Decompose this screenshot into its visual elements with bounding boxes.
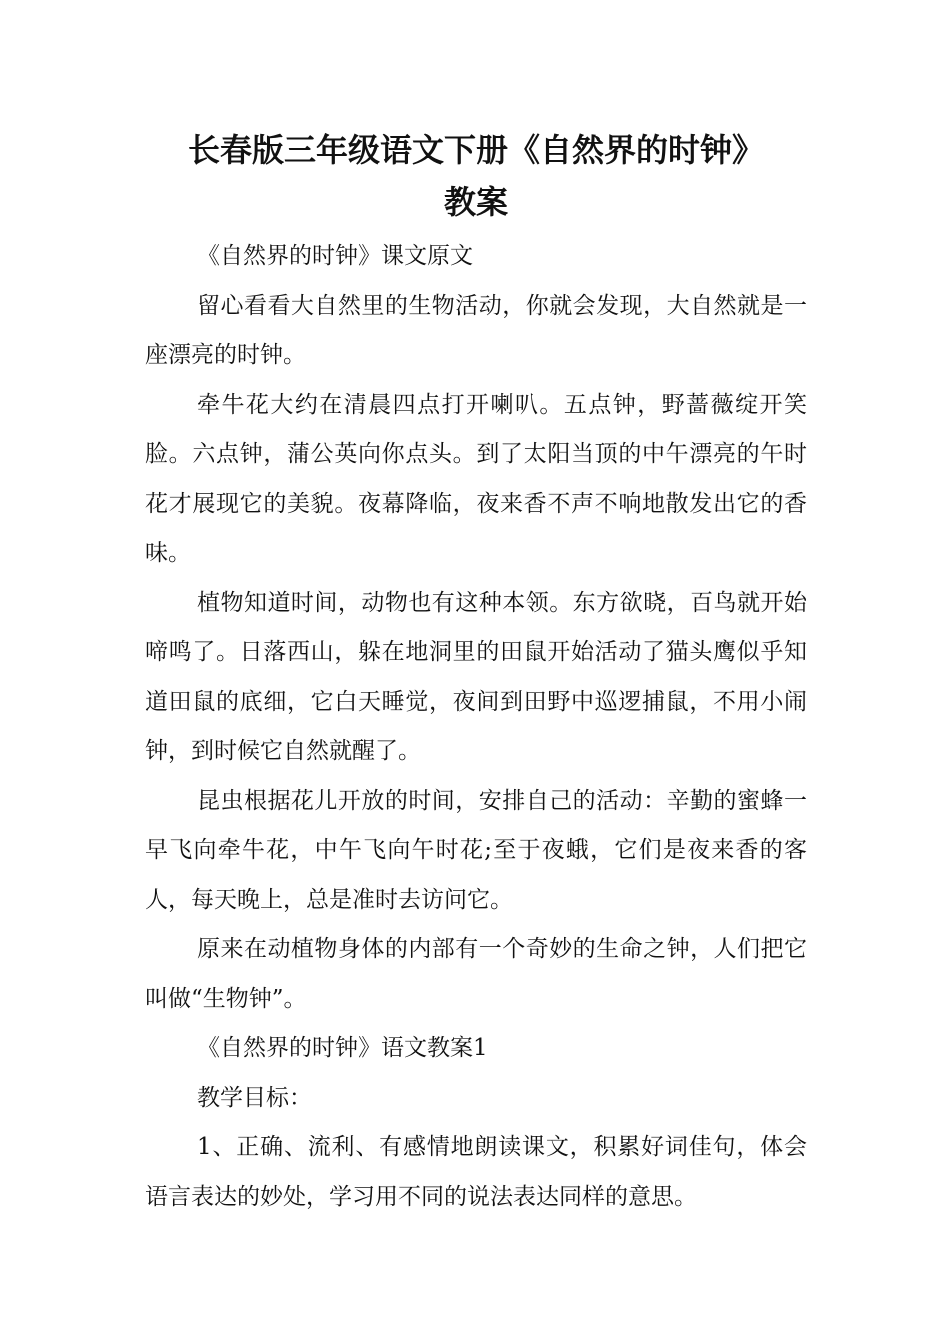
section-heading-original-text: 《自然界的时钟》课文原文 — [197, 243, 473, 269]
document-body — [145, 124, 807, 1222]
title-line-1: 长春版三年级语文下册《自然界的时钟》 — [187, 131, 764, 169]
section-heading-objectives: 教学目标： — [197, 1084, 312, 1111]
section-heading-lesson-plan: 《自然界的时钟》语文教案1 — [197, 1035, 488, 1061]
paragraph-plants: 牵牛花大约在清晨四点打开喇叭。五点钟，野蔷薇绽开笑脸。六点钟，蒲公英向你点头。到了太阳当顶的中午漂亮的午时花才展现它的美貌。夜幕降临，夜来香不声不响地散发出它的香味。 — [145, 391, 807, 566]
title-line-2: 教案 — [443, 183, 508, 221]
paragraph-insects: 昆虫根据花儿开放的时间，安排自己的活动：辛勤的蜜蜂一早飞向牵牛花，中午飞向午时花;至于夜蛾，它们是夜来香的客人，每天晚上，总是准时去访问它。 — [145, 787, 807, 913]
paragraph-intro: 留心看看大自然里的生物活动，你就会发现，大自然就是一座漂亮的时钟。 — [145, 292, 807, 368]
paragraph-biological-clock: 原来在动植物身体的内部有一个奇妙的生命之钟，人们把它叫做“生物钟”。 — [145, 936, 807, 1012]
objective-item-1: 1、正确、流利、有感情地朗读课文，积累好词佳句，体会语言表达的妙处，学习用不同的说法表达同样的意思。 — [145, 1134, 807, 1210]
paragraph-animals: 植物知道时间，动物也有这种本领。东方欲晓，百鸟就开始啼鸣了。日落西山，躲在地洞里的田鼠开始活动了猫头鹰似乎知道田鼠的底细，它白天睡觉，夜间到田野中巡逻捕鼠，不用小闹钟，到时候它自然就醒了。 — [145, 589, 807, 764]
document-title — [145, 124, 807, 228]
